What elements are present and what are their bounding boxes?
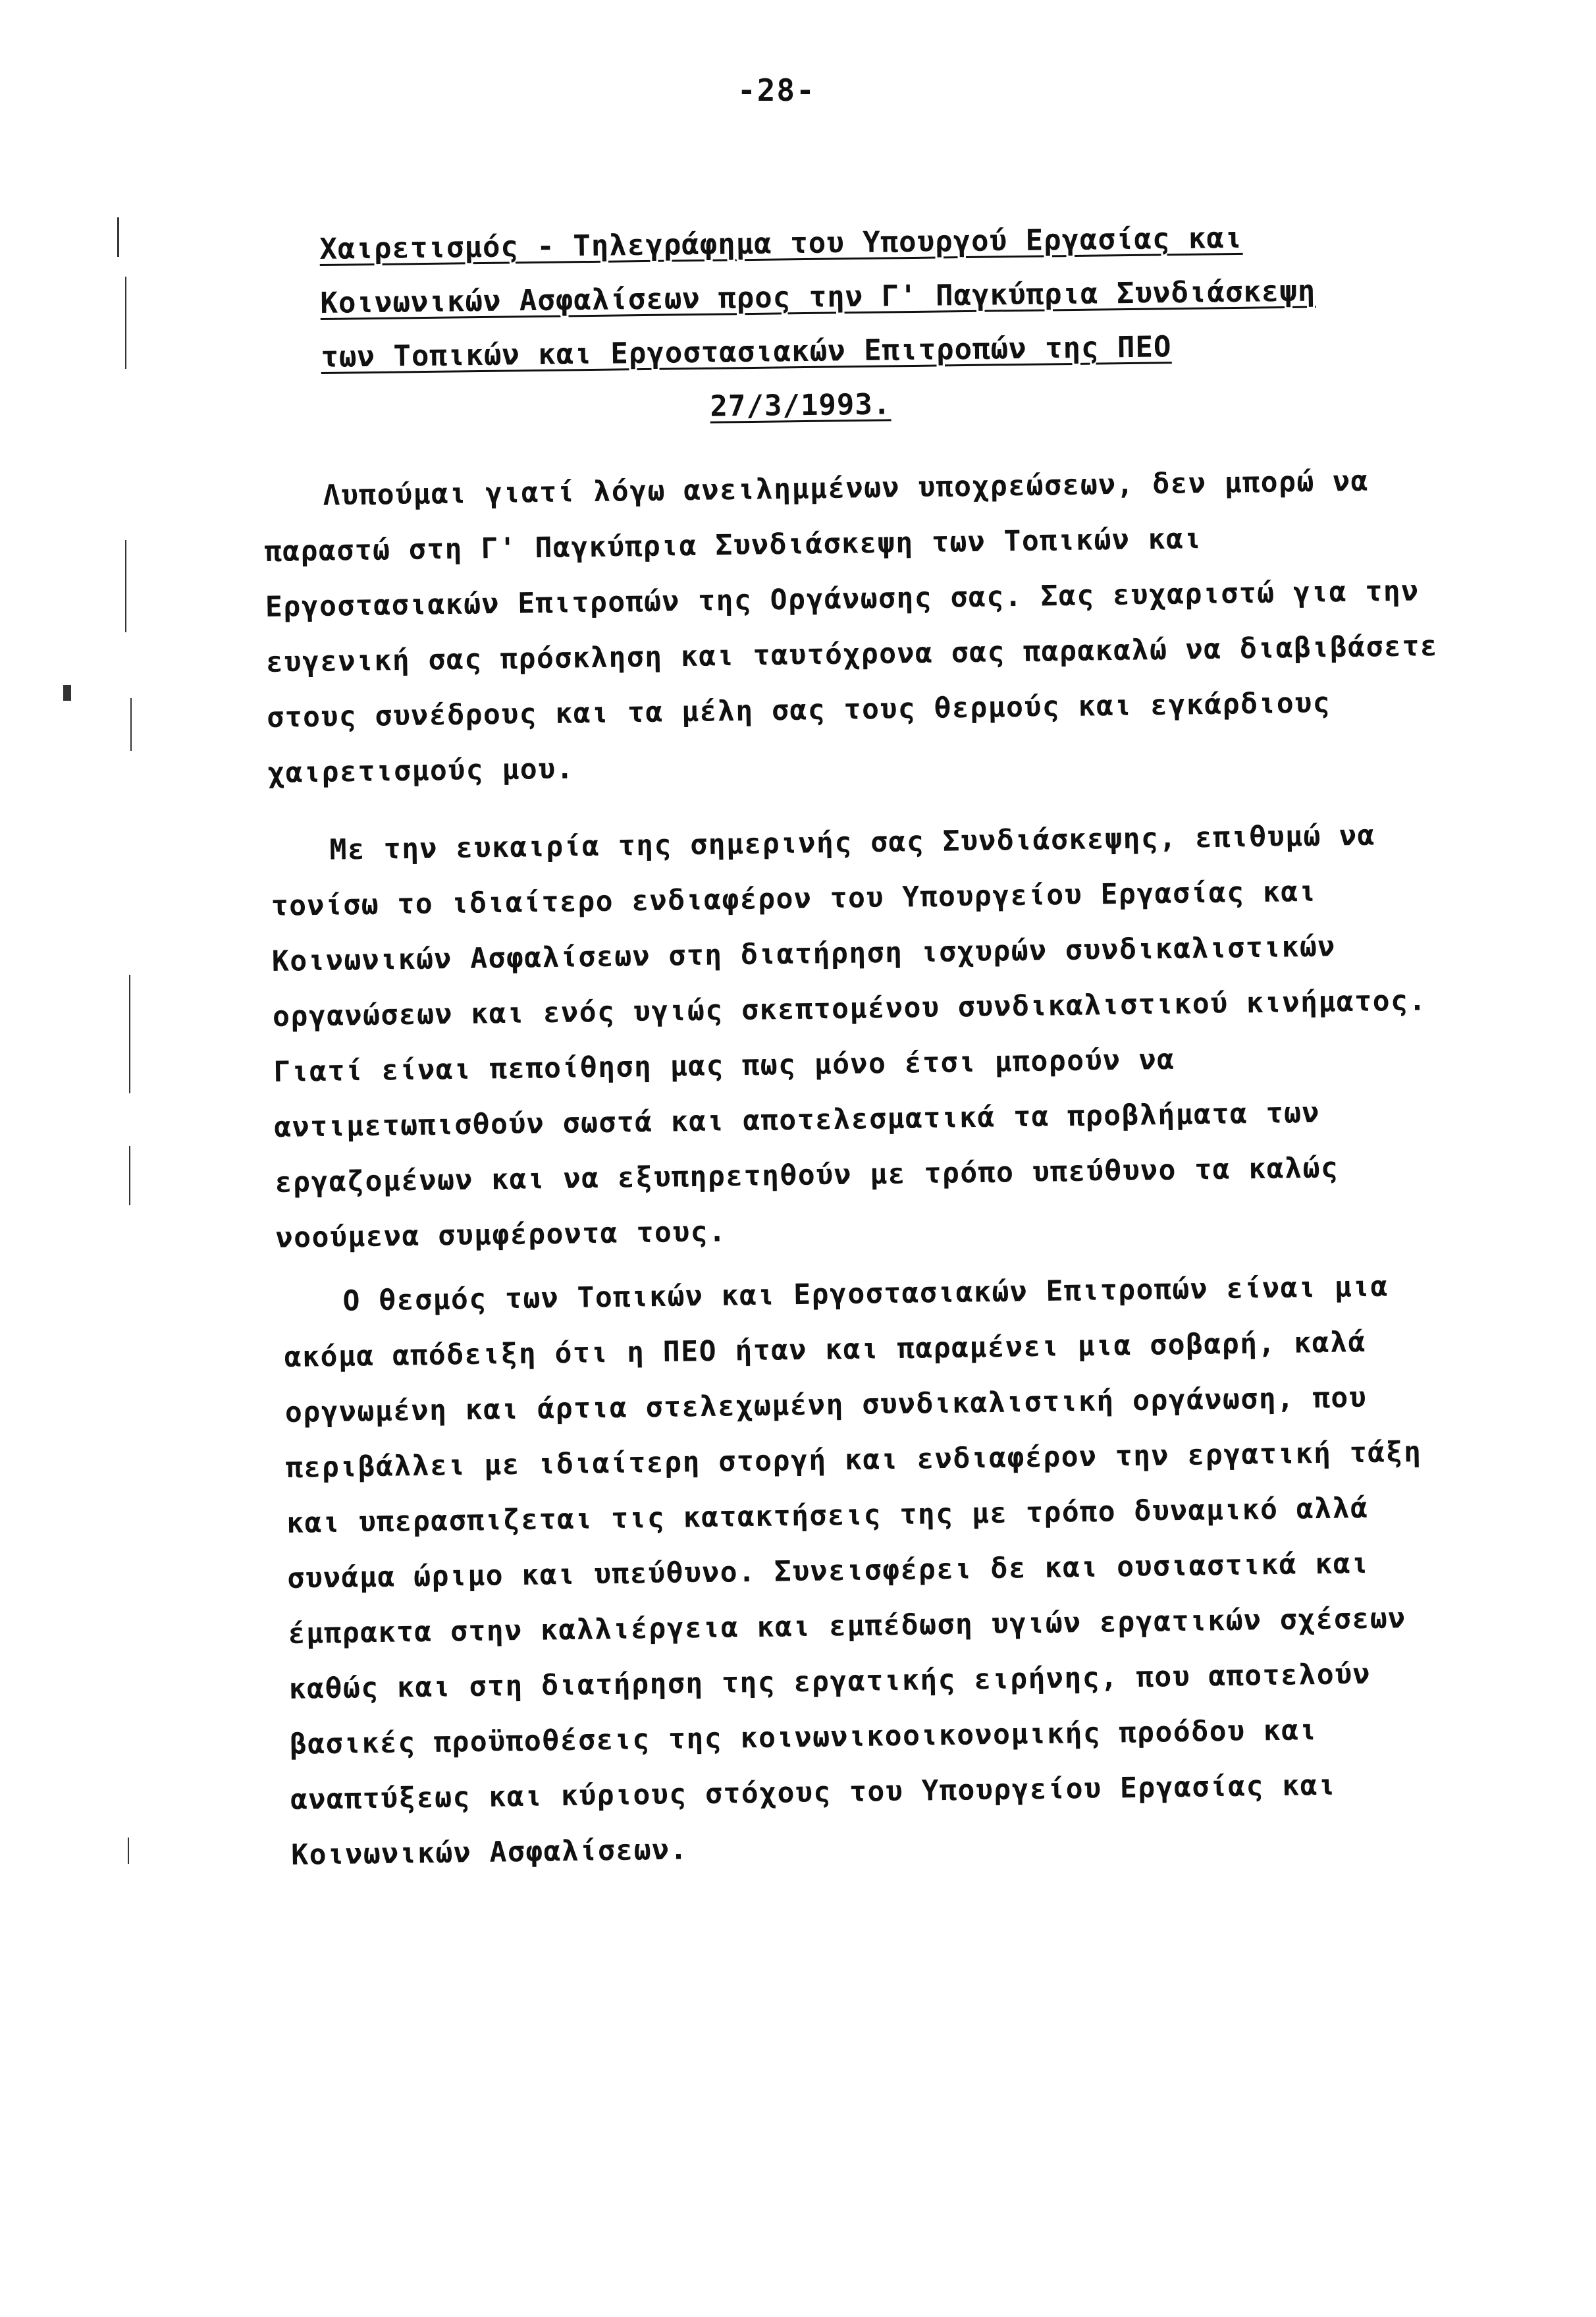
- paragraph-3: [283, 1259, 1422, 1883]
- scan-mark: [130, 698, 132, 751]
- title-date: 27/3/1993.: [710, 387, 891, 423]
- scan-mark: [129, 975, 130, 1093]
- scan-mark: [125, 540, 126, 632]
- text-line: ακόμα απόδειξη ότι η ΠΕΟ ήταν και παραμένει μια σοβαρή, καλά: [284, 1326, 1367, 1374]
- text-line: νοούμενα συμφέροντα τους.: [275, 1215, 727, 1255]
- text-line: Γιατί είναι πεποίθηση μας πως μόνο έτσι μπορούν να: [273, 1043, 1175, 1089]
- text-line: περιβάλλει με ιδιαίτερη στοργή και ενδιαφέρον την εργατική τάξη: [285, 1435, 1422, 1485]
- text-line: εργαζομένων και να εξυπηρετηθούν με τρόπο υπεύθυνο τα καλώς: [275, 1151, 1339, 1199]
- scan-mark: [63, 685, 71, 701]
- title-line: Κοινωνικών Ασφαλίσεων προς την Γ' Παγκύπρια Συνδιάσκεψη: [320, 274, 1316, 320]
- text-line: καθώς και στη διατήρηση της εργατικής ειρήνης, που αποτελούν: [288, 1657, 1371, 1706]
- scan-mark: [125, 277, 126, 369]
- page-number: -28-: [737, 72, 816, 108]
- text-line: Κοινωνικών Ασφαλίσεων στη διατήρηση ισχυρών συνδικαλιστικών: [271, 930, 1337, 978]
- text-line: τονίσω το ιδιαίτερο ενδιαφέρον του Υπουργείου Εργασίας και: [271, 875, 1317, 923]
- text-line: Κοινωνικών Ασφαλίσεων.: [290, 1833, 689, 1872]
- text-line: παραστώ στη Γ' Παγκύπρια Συνδιάσκεψη των Τοπικών και: [264, 522, 1203, 568]
- text-line: Ο θεσμός των Τοπικών και Εργοστασιακών Επιτροπών είναι μια: [342, 1270, 1389, 1318]
- scan-mark: [117, 217, 119, 257]
- text-line: έμπρακτα στην καλλιέργεια και εμπέδωση υγιών εργατικών σχέσεων: [288, 1602, 1406, 1650]
- text-line: οργανώσεων και ενός υγιώς σκεπτομένου συνδικαλιστικού κινήματος.: [272, 984, 1427, 1033]
- text-line: συνάμα ώριμο και υπεύθυνο. Συνεισφέρει δε και ουσιαστικά και: [287, 1547, 1370, 1595]
- text-line: και υπερασπιζεται τις κατακτήσεις της με τρόπο δυναμικό αλλά: [286, 1492, 1369, 1540]
- text-line: Λυπούμαι γιατί λόγω ανειλημμένων υποχρεώσεων, δεν μπορώ να: [323, 464, 1370, 512]
- text-line: αντιμετωπισθούν σωστά και αποτελεσματικά τα προβλήματα των: [274, 1096, 1321, 1144]
- scan-mark: [128, 1838, 129, 1864]
- paragraph-2: [270, 808, 1427, 1266]
- title-line: Χαιρετισμός - Τηλεγράφημα του Υπουργού Εργασίας και: [319, 221, 1243, 266]
- text-line: Εργοστασιακών Επιτροπών της Οργάνωσης σας. Σας ευχαριστώ για την: [265, 574, 1420, 624]
- title-line: των Τοπικών και Εργοστασιακών Επιτροπών της ΠΕΟ: [321, 330, 1172, 374]
- text-line: αναπτύξεως και κύριους στόχους του Υπουργείου Εργασίας και: [290, 1768, 1337, 1816]
- text-line: ευγενική σας πρόσκληση και ταυτόχρονα σας παρακαλώ να διαβιβάσετε: [265, 630, 1439, 679]
- paragraph-1: [263, 454, 1439, 801]
- text-line: χαιρετισμούς μου.: [267, 752, 575, 790]
- text-line: οργνωμένη και άρτια στελεχωμένη συνδικαλιστική οργάνωση, που: [284, 1381, 1368, 1429]
- document-title: [319, 209, 1375, 439]
- text-line: Με την ευκαιρία της σημερινής σας Συνδιάσκεψης, επιθυμώ να: [329, 819, 1376, 867]
- scan-mark: [129, 1146, 130, 1205]
- text-line: βασικές προϋποθέσεις της κοινωνικοοικονομικής προόδου και: [289, 1714, 1318, 1761]
- text-line: στους συνέδρους και τα μέλη σας τους θερμούς και εγκάρδιους: [266, 686, 1331, 734]
